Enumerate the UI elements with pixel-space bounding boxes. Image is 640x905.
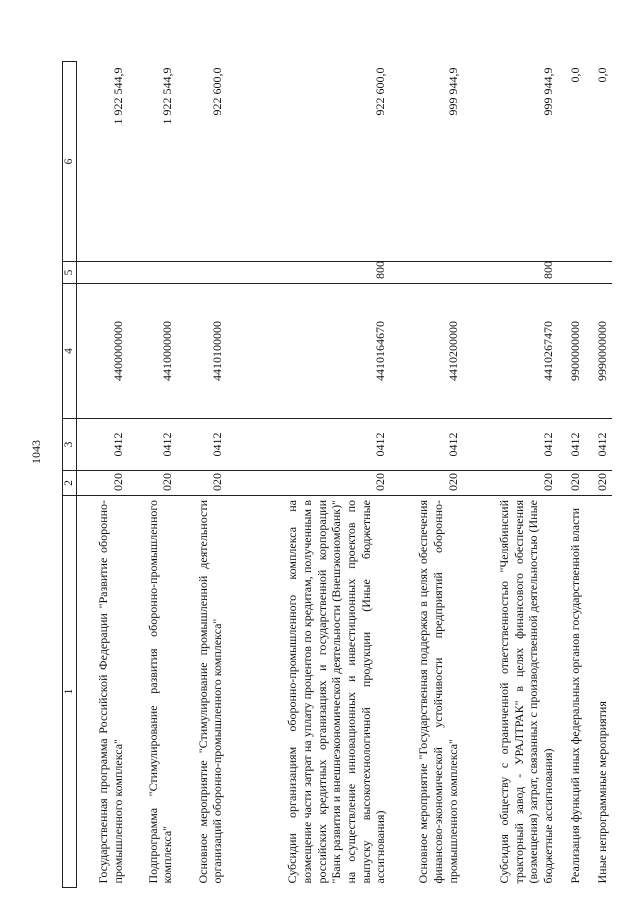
row-target-code: 9990000000 bbox=[585, 284, 612, 419]
row-admin-code: 020 bbox=[177, 471, 227, 496]
row-target-code: 4410164670 bbox=[227, 284, 390, 419]
row-name: Иные непрограммные мероприятия bbox=[595, 701, 610, 884]
budget-table bbox=[62, 61, 612, 888]
column-header: 4 bbox=[63, 284, 77, 419]
table-header-row bbox=[63, 62, 77, 888]
page-number: 1043 bbox=[29, 440, 43, 464]
row-expense-type bbox=[585, 262, 612, 284]
row-admin-code: 020 bbox=[462, 471, 557, 496]
column-header: 3 bbox=[63, 419, 77, 471]
row-amount: 922 600,0 bbox=[227, 62, 390, 262]
row-target-code: 4410100000 bbox=[177, 284, 227, 419]
row-admin-code: 020 bbox=[77, 471, 128, 496]
row-name: Реализация функций иных федеральных органов государственной власти bbox=[568, 507, 583, 884]
row-amount: 999 944,9 bbox=[462, 62, 557, 262]
table-row bbox=[585, 62, 612, 888]
row-target-code: 9900000000 bbox=[557, 284, 584, 419]
row-target-code: 4400000000 bbox=[77, 284, 128, 419]
row-target-code: 4410200000 bbox=[390, 284, 462, 419]
column-header: 2 bbox=[63, 471, 77, 496]
row-amount: 0,0 bbox=[585, 62, 612, 262]
row-section-code: 0412 bbox=[390, 419, 462, 471]
table-row bbox=[462, 62, 557, 888]
row-amount: 1 922 544,9 bbox=[127, 62, 177, 262]
row-name: Государственная программа Российской Федерации "Развитие оборонно-промышленного комплекса" bbox=[95, 500, 125, 884]
row-section-code: 0412 bbox=[77, 419, 128, 471]
row-section-code: 0412 bbox=[127, 419, 177, 471]
column-header: 6 bbox=[63, 62, 77, 262]
row-name: Основное мероприятие "Стимулирование промышленной деятельности организаций оборонно-промышленного комплекса" bbox=[195, 500, 225, 884]
row-target-code: 4410267470 bbox=[462, 284, 557, 419]
row-name: Субсидия обществу с ограниченной ответственностью "Челябинский тракторный завод - УРАЛТРАК" в целях финансового обеспечения (возмещения) затрат, связанных с производственной деятельностью (Иные бюджетные ассигнования) bbox=[496, 500, 555, 884]
table-row bbox=[390, 62, 462, 888]
row-admin-code: 020 bbox=[390, 471, 462, 496]
row-expense-type: 800 bbox=[227, 262, 390, 284]
row-expense-type bbox=[557, 262, 584, 284]
row-admin-code: 020 bbox=[127, 471, 177, 496]
column-header: 1 bbox=[63, 496, 77, 888]
table-row bbox=[227, 62, 390, 888]
row-name: Субсидии организациям оборонно-промышленного комплекса на возмещение части затрат на уплату процентов по кредитам, полученным в российских кредитных организациях и государственной корпорации "Банк развития и внешнеэкономической деятельности (Внешэкономбанк)" на осуществление инновационных и инвестиционных проектов по выпуску высокотехнологичной продукции (Иные бюджетные ассигнования) bbox=[285, 500, 388, 884]
row-admin-code: 020 bbox=[227, 471, 390, 496]
row-section-code: 0412 bbox=[462, 419, 557, 471]
table-row bbox=[557, 62, 584, 888]
row-expense-type bbox=[127, 262, 177, 284]
row-amount: 1 922 544,9 bbox=[77, 62, 128, 262]
row-expense-type bbox=[177, 262, 227, 284]
row-section-code: 0412 bbox=[177, 419, 227, 471]
row-section-code: 0412 bbox=[227, 419, 390, 471]
row-target-code: 4410000000 bbox=[127, 284, 177, 419]
row-name: Подпрограмма "Стимулирование развития оборонно-промышленного комплекса" bbox=[145, 500, 175, 884]
row-expense-type bbox=[77, 262, 128, 284]
table-row bbox=[127, 62, 177, 888]
table-row bbox=[177, 62, 227, 888]
column-header: 5 bbox=[63, 262, 77, 284]
row-name: Основное мероприятие "Государственная поддержка в целях обеспечения финансово-экономической устойчивости предприятий оборонно-промышленного комплекса" bbox=[416, 500, 460, 884]
row-amount: 0,0 bbox=[557, 62, 584, 262]
row-section-code: 0412 bbox=[557, 419, 584, 471]
row-expense-type: 800 bbox=[462, 262, 557, 284]
rotated-page-content bbox=[62, 62, 612, 888]
row-admin-code: 020 bbox=[585, 471, 612, 496]
row-section-code: 0412 bbox=[585, 419, 612, 471]
row-admin-code: 020 bbox=[557, 471, 584, 496]
row-amount: 922 600,0 bbox=[177, 62, 227, 262]
table-row bbox=[77, 62, 128, 888]
row-amount: 999 944,9 bbox=[390, 62, 462, 262]
row-expense-type bbox=[390, 262, 462, 284]
